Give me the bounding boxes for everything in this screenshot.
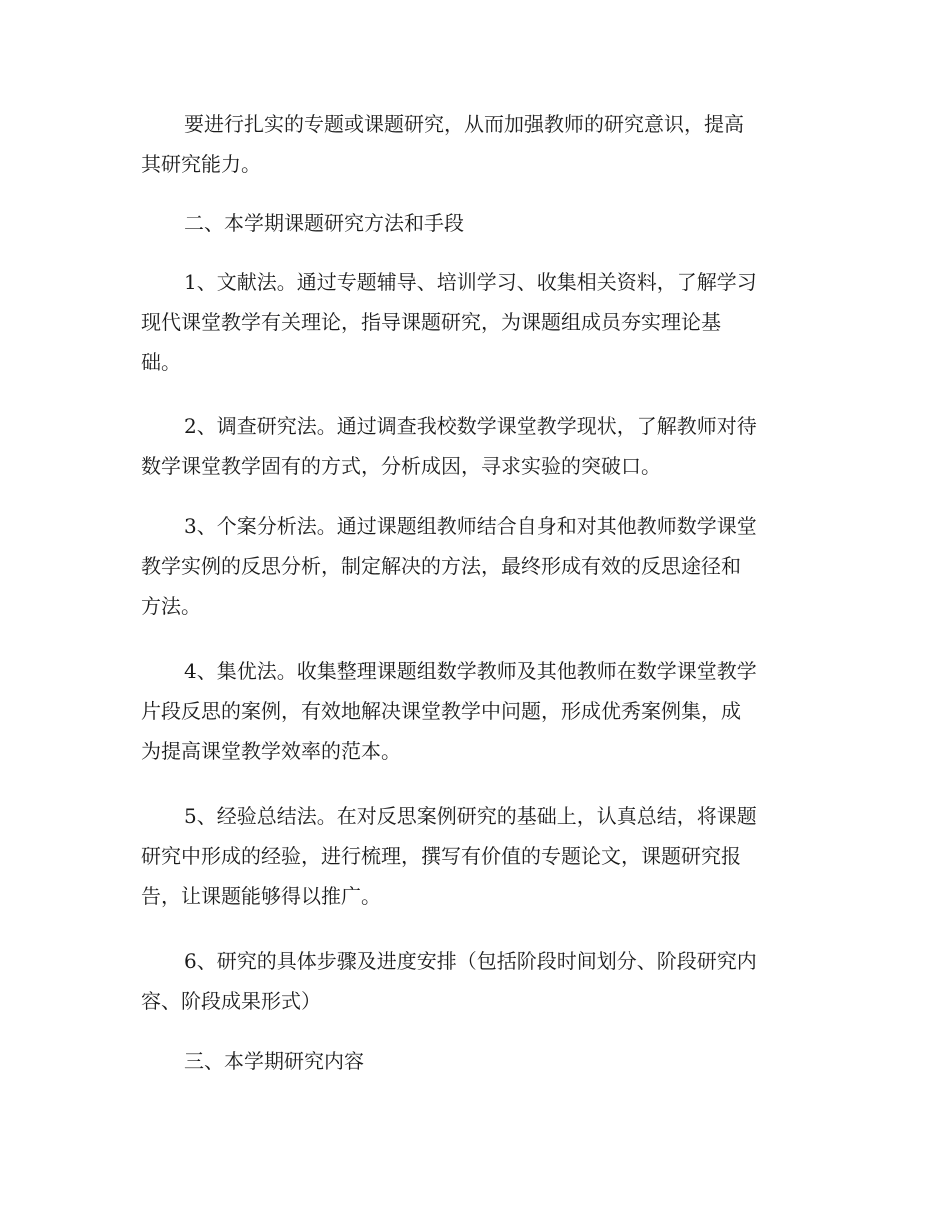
text-line: 数学课堂教学固有的方式，分析成因，寻求实验的突破口。 — [141, 454, 661, 478]
text-line: 告，让课题能够得以推广。 — [141, 884, 381, 908]
text-line: 4、集优法。收集整理课题组数学教师及其他教师在数学课堂教学 — [184, 659, 757, 683]
text-line: 片段反思的案例，有效地解决课堂教学中问题，形成优秀案例集，成 — [141, 699, 741, 723]
text-line: 3、个案分析法。通过课题组教师结合自身和对其他教师数学课堂 — [184, 514, 757, 538]
section-heading-content — [141, 1041, 811, 1081]
text-line: 其研究能力。 — [141, 152, 261, 176]
text-line: 2、调查研究法。通过调查我校数学课堂教学现状，了解教师对待 — [184, 414, 757, 438]
text-line: 容、阶段成果形式） — [141, 989, 321, 1013]
text-line: 1、文献法。通过专题辅导、培训学习、收集相关资料，了解学习 — [184, 270, 757, 294]
text-line: 5、经验总结法。在对反思案例研究的基础上，认真总结，将课题 — [184, 804, 757, 828]
text-line: 现代课堂教学有关理论，指导课题研究，为课题组成员夯实理论基 — [141, 310, 721, 334]
text-line: 要进行扎实的专题或课题研究，从而加强教师的研究意识，提高 — [184, 112, 744, 136]
paragraph-method-6 — [141, 941, 811, 1021]
text-line: 为提高课堂教学效率的范本。 — [141, 739, 401, 763]
paragraph-method-2 — [141, 406, 811, 486]
section-heading-methods — [141, 203, 811, 243]
paragraph-method-5 — [141, 796, 811, 916]
text-line: 教学实例的反思分析，制定解决的方法，最终形成有效的反思途径和 — [141, 554, 741, 578]
text-line: 研究中形成的经验，进行梳理，撰写有价值的专题论文，课题研究报 — [141, 844, 741, 868]
text-line: 方法。 — [141, 594, 201, 618]
text-line: 二、本学期课题研究方法和手段 — [184, 211, 464, 235]
text-line: 6、研究的具体步骤及进度安排（包括阶段时间划分、阶段研究内 — [184, 949, 757, 973]
paragraph-method-3 — [141, 506, 811, 626]
paragraph-research-intro — [141, 104, 811, 184]
text-line: 础。 — [141, 350, 181, 374]
text-line: 三、本学期研究内容 — [184, 1049, 364, 1073]
paragraph-method-4 — [141, 651, 811, 771]
paragraph-method-1 — [141, 262, 811, 382]
